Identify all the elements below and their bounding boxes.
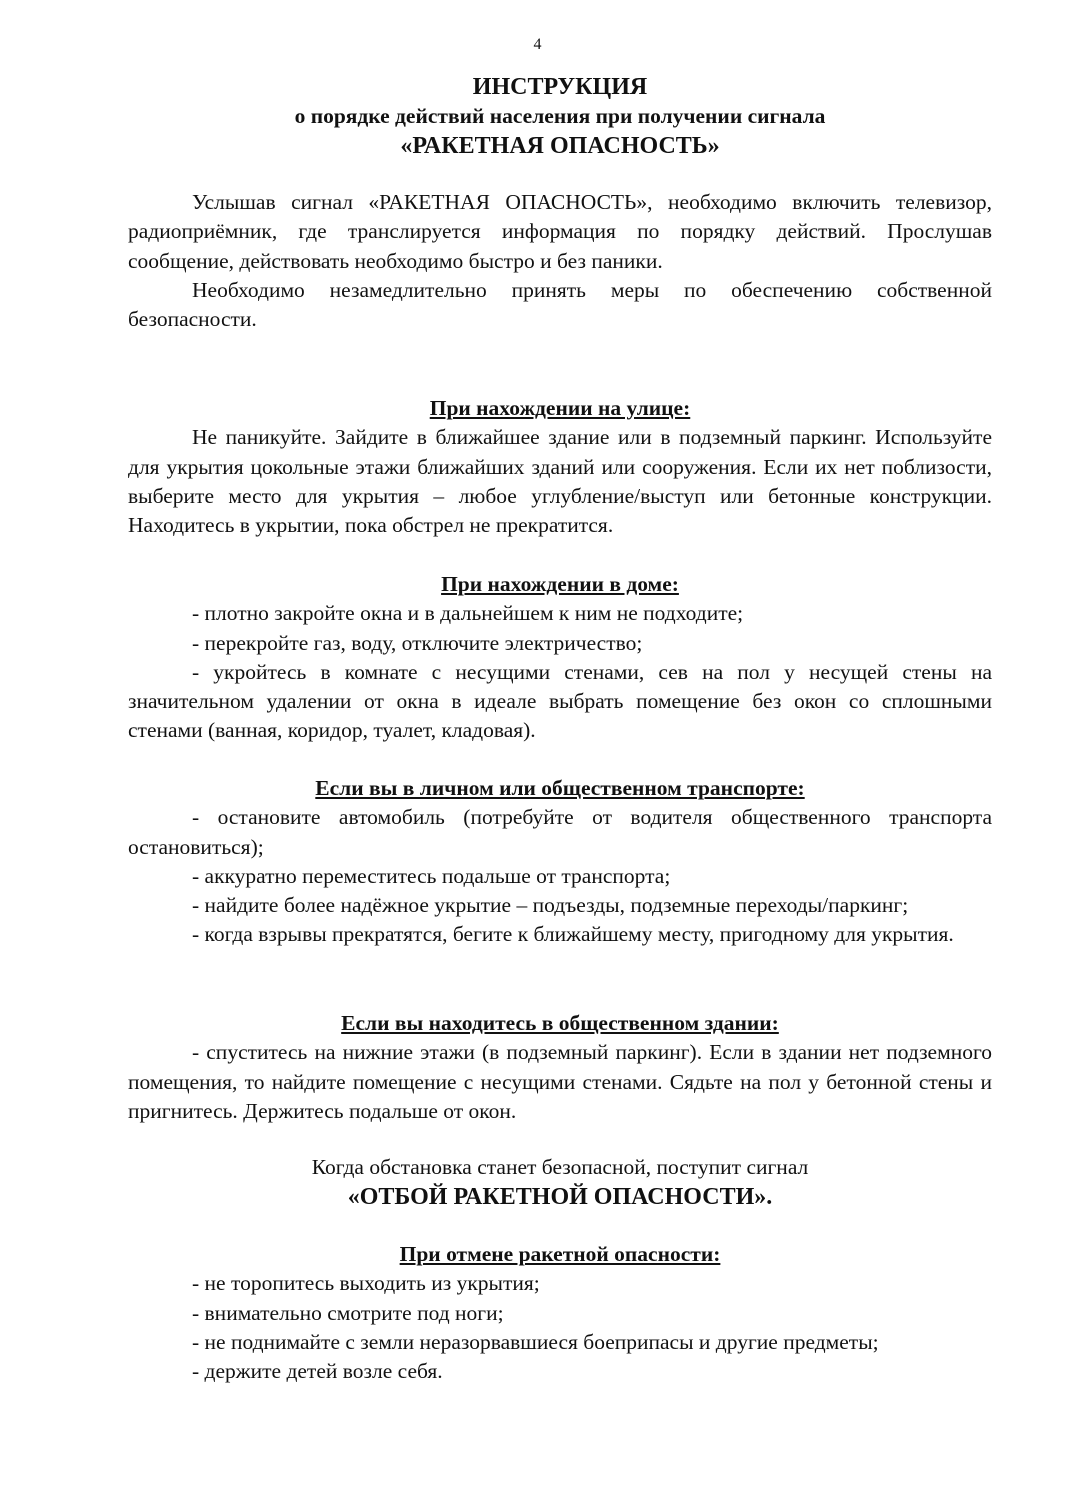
document-title [128, 72, 992, 161]
after-section [128, 1240, 992, 1386]
list-item: - плотно закройте окна и в дальнейшем к ним не подходите; [192, 601, 744, 626]
title-line-2: о порядке действий населения при получении сигнала [294, 104, 826, 128]
list-item: - не поднимайте с земли неразорвавшиеся боеприпасы и другие предметы; [192, 1329, 879, 1354]
transport-section [128, 774, 992, 950]
home-heading: При нахождении в доме: [441, 572, 679, 596]
list-item: - аккуратно переместитесь подальше от транспорта; [192, 863, 671, 888]
all-clear-line-1: Когда обстановка станет безопасной, поступит сигнал [311, 1155, 809, 1179]
list-item: - укройтесь в комнате с несущими стенами, сев на пол у несущей стены на значительном удалении от окна в идеале выбрать помещение без окон со сплошными стенами (ванная, коридор, туалет, кладовая). [128, 659, 992, 743]
all-clear-signal: «ОТБОЙ РАКЕТНОЙ ОПАСНОСТИ». [347, 1184, 773, 1211]
street-heading: При нахождении на улице: [429, 396, 691, 420]
after-heading: При отмене ракетной опасности: [399, 1242, 721, 1266]
intro-paragraph: Услышав сигнал «РАКЕТНАЯ ОПАСНОСТЬ», необходимо включить телевизор, радиоприёмник, где транслируется информация по порядку действий. Прослушав сообщение, действовать необходимо быстро и без паники. [128, 190, 992, 273]
public-building-heading: Если вы находитесь в общественном здании: [341, 1011, 779, 1035]
list-item: - перекройте газ, воду, отключите электричество; [192, 630, 643, 655]
street-section [128, 394, 992, 540]
transport-heading: Если вы в личном или общественном транспорте: [315, 776, 805, 800]
list-item: - внимательно смотрите под ноги; [192, 1300, 504, 1325]
list-item: - когда взрывы прекратятся, бегите к ближайшему месту, пригодному для укрытия. [192, 922, 954, 947]
title-line-1: ИНСТРУКЦИЯ [472, 74, 648, 100]
list-item: - найдите более надёжное укрытие – подъезды, подземные переходы/паркинг; [192, 893, 909, 918]
home-section [128, 570, 992, 746]
all-clear-section [128, 1153, 992, 1212]
title-line-3: «РАКЕТНАЯ ОПАСНОСТЬ» [400, 133, 720, 159]
public-building-section [128, 1009, 992, 1126]
intro-section [128, 188, 992, 334]
list-item: - не торопитесь выходить из укрытия; [192, 1271, 540, 1296]
list-item: - остановите автомобиль (потребуйте от водителя общественного транспорта остановиться); [128, 805, 992, 859]
intro-paragraph: Необходимо незамедлительно принять меры по обеспечению собственной безопасности. [128, 277, 992, 332]
street-text: Не паникуйте. Зайдите в ближайшее здание или в подземный паркинг. Используйте для укрытия цокольные этажи ближайших зданий или сооружения. Если их нет поблизости, выберите место для укрытия – любое углубление/выступ или бетонные конструкции. Находитесь в укрытии, пока обстрел не прекратится. [128, 425, 992, 538]
page-number: 4 [533, 36, 542, 53]
list-item: - держите детей возле себя. [192, 1359, 443, 1384]
public-building-text: - спуститесь на нижние этажи (в подземный паркинг). Если в здании нет подземного помещения, то найдите помещение с несущими стенами. Сядьте на пол у бетонной стены и пригнитесь. Держитесь подальше от окон. [128, 1040, 992, 1123]
